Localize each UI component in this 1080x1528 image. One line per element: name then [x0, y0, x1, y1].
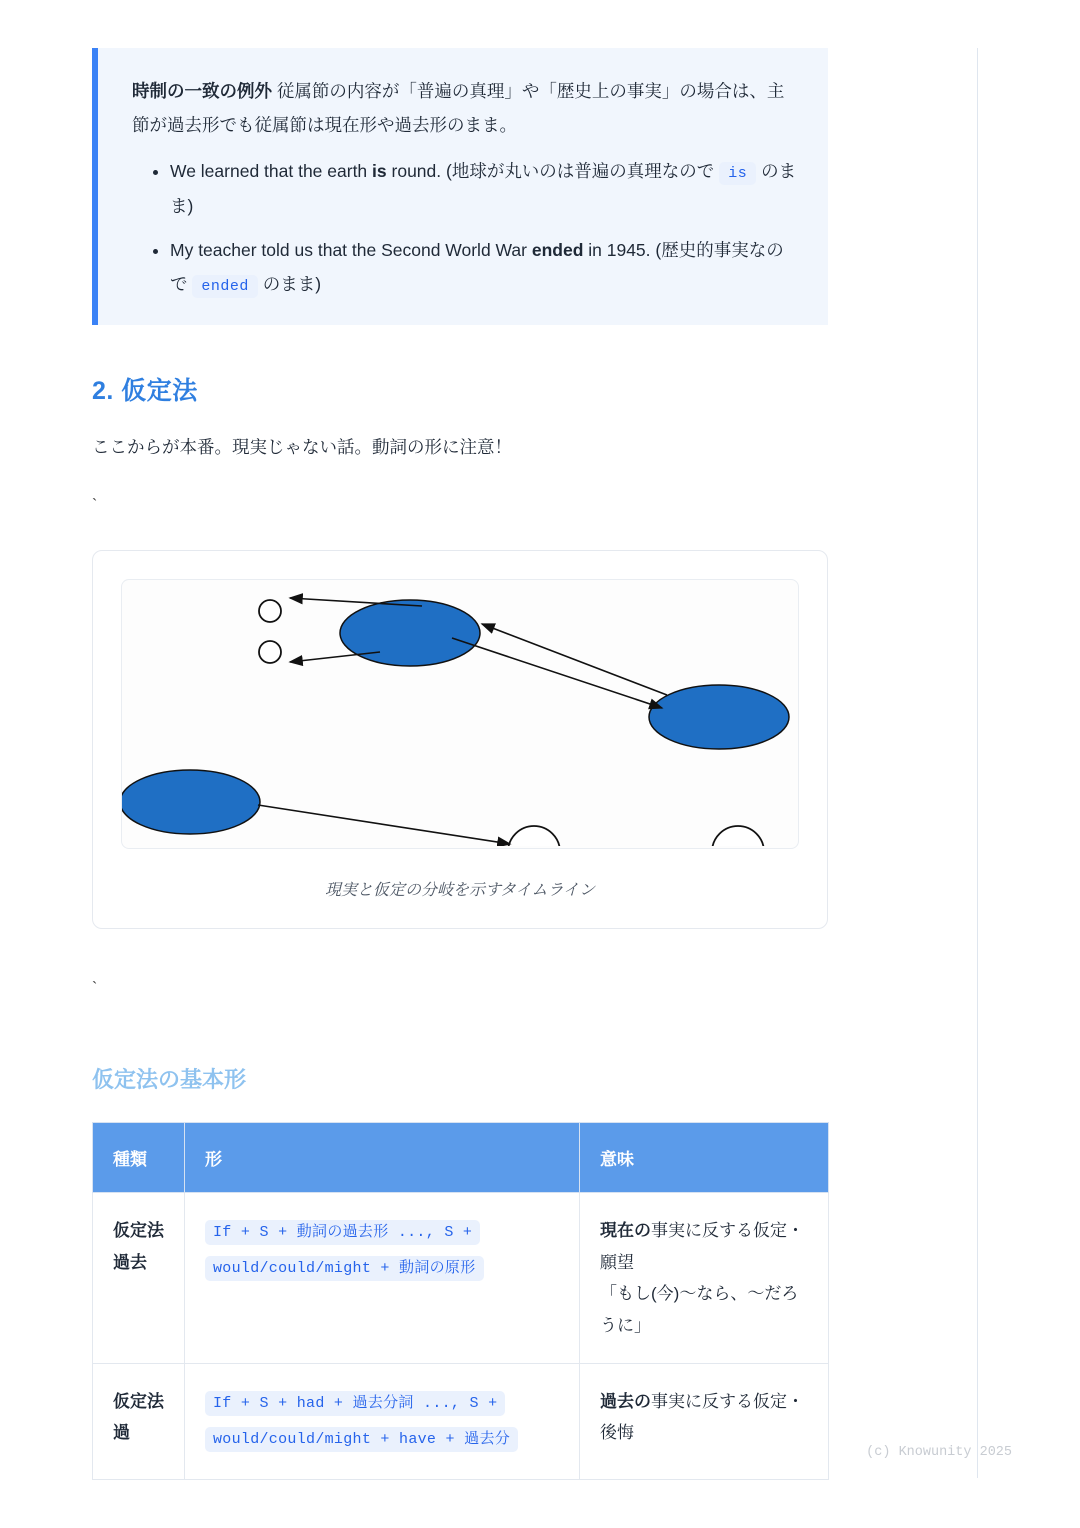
- arrow: [258, 805, 510, 844]
- timeline-diagram: [122, 580, 798, 846]
- callout-lead-title: 時制の一致の例外: [132, 81, 272, 101]
- cell-form: [185, 1193, 580, 1364]
- cell-kind: 仮定法過去: [93, 1193, 185, 1364]
- open-circle: [259, 600, 281, 622]
- meaning-bold: 現在の: [600, 1221, 651, 1241]
- column-header-meaning: 意味: [580, 1123, 829, 1193]
- table-row: [93, 1193, 829, 1364]
- arrow: [452, 638, 662, 708]
- column-header-form: 形: [185, 1123, 580, 1193]
- stray-backtick-bottom: `: [92, 980, 98, 998]
- arrow: [482, 624, 667, 695]
- figure-caption: 現実と仮定の分岐を示すタイムライン: [324, 882, 596, 900]
- example-mid: round. (地球が丸いのは普遍の真理なので: [386, 161, 720, 182]
- stray-backtick-top: `: [92, 497, 98, 515]
- open-circle: [508, 826, 560, 846]
- section-intro-text: ここからが本番。現実じゃない話。動詞の形に注意！: [92, 437, 512, 457]
- meaning-bold: 過去の: [600, 1392, 651, 1411]
- cell-meaning: [580, 1193, 829, 1364]
- callout-lead-text: 従属節の内容が「普遍の真理」や「歴史上の事実」の場合は、主節が過去形でも従属節は現在形や過去形のまま。: [132, 81, 785, 136]
- example-pre: My teacher told us that the Second World War: [170, 239, 532, 260]
- callout-example-list: [132, 154, 798, 301]
- inline-code: is: [719, 162, 756, 185]
- code-line: If + S + had + 過去分詞 ..., S +: [205, 1391, 505, 1416]
- list-item: [170, 233, 798, 301]
- example-bold: ended: [531, 239, 584, 260]
- open-circle: [259, 641, 281, 663]
- document-content: [92, 48, 828, 1480]
- filled-ellipse: [340, 600, 480, 666]
- column-header-kind: 種類: [93, 1123, 185, 1193]
- cell-meaning: [580, 1364, 829, 1480]
- filled-ellipse: [122, 770, 260, 834]
- example-pre: We learned that the earth: [170, 161, 373, 182]
- meaning-text: 事実に反する仮定・願望: [600, 1221, 804, 1272]
- code-line: If + S + 動詞の過去形 ..., S +: [205, 1220, 480, 1245]
- table-header-row: [93, 1123, 829, 1193]
- figure-container: [92, 550, 828, 929]
- table-row: [93, 1364, 829, 1480]
- callout-lead-paragraph: [132, 74, 798, 142]
- example-mid: in 1945. (歴史的事実なので: [170, 239, 784, 294]
- example-bold: is: [372, 161, 387, 182]
- open-circle: [712, 826, 764, 846]
- section-heading: 2. 仮定法: [92, 377, 198, 405]
- meaning-text: 事実に反する仮定・後悔: [600, 1392, 804, 1443]
- page-right-rule: [977, 48, 978, 1478]
- inline-code: ended: [192, 275, 258, 298]
- cell-form: [185, 1364, 580, 1480]
- callout-box: [92, 48, 828, 325]
- list-item: [170, 154, 798, 222]
- figure-canvas: [121, 579, 799, 849]
- subsection-heading: 仮定法の基本形: [92, 1067, 247, 1093]
- code-line: would/could/might + 動詞の原形: [205, 1256, 484, 1281]
- meaning-text-second: 「もし(今)〜なら、〜だろうに」: [600, 1284, 799, 1335]
- cell-kind: 仮定法過: [93, 1364, 185, 1480]
- filled-ellipse: [649, 685, 789, 749]
- watermark: (c) Knowunity 2025: [866, 1445, 1012, 1460]
- code-line: would/could/might + have + 過去分: [205, 1427, 518, 1452]
- grammar-table: [92, 1122, 829, 1480]
- example-post: のまま): [170, 161, 797, 216]
- example-post: のまま): [257, 273, 322, 294]
